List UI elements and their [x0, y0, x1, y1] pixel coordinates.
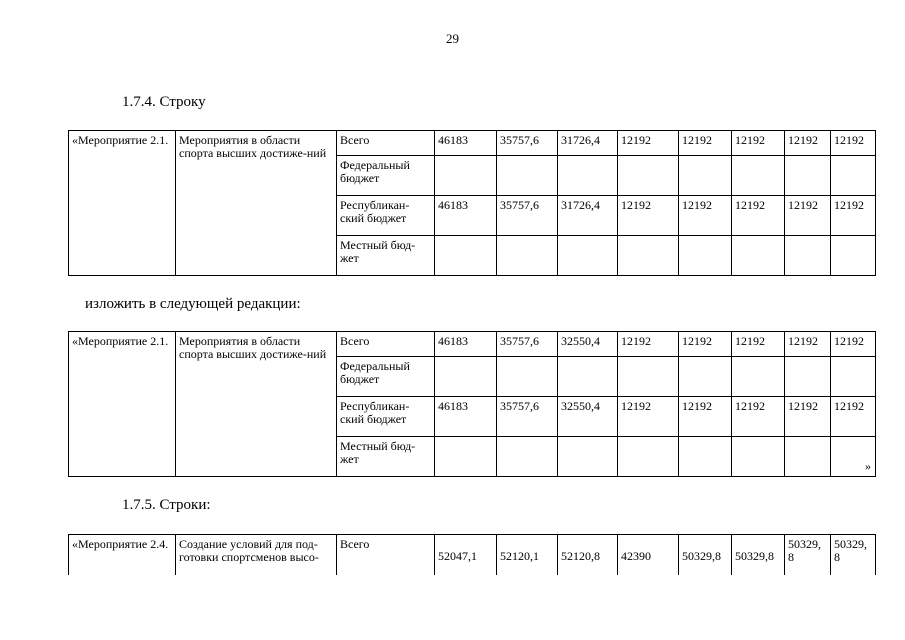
source-cell: Местный бюд-жет: [337, 437, 435, 477]
value-cell: [435, 437, 497, 477]
section-heading-1-7-4: 1.7.4. Строку: [122, 94, 206, 110]
page-number: 29: [446, 31, 459, 46]
value-cell: 12192: [679, 196, 732, 236]
value-cell: 50329,8: [679, 535, 732, 575]
value-cell: [618, 437, 679, 477]
value-cell: 12192: [831, 131, 876, 156]
new-row-table: [68, 331, 876, 477]
value-cell: 12192: [618, 131, 679, 156]
event-cell: «Мероприятие 2.1.: [69, 131, 176, 276]
value-cell: 46183: [435, 196, 497, 236]
value-cell: [732, 437, 785, 477]
value-cell: 12192: [732, 397, 785, 437]
value-cell: 50329, 8: [831, 535, 876, 575]
value-cell: [831, 236, 876, 276]
value-cell: [831, 437, 876, 477]
value-cell: 12192: [831, 196, 876, 236]
value-cell: [435, 357, 497, 397]
value-cell: [558, 437, 618, 477]
instruction-text: изложить в следующей редакции:: [85, 296, 301, 312]
value-cell: 35757,6: [497, 196, 558, 236]
value-cell: [497, 156, 558, 196]
value-cell: 12192: [679, 397, 732, 437]
source-cell: Федеральный бюджет: [337, 357, 435, 397]
value-cell: [831, 156, 876, 196]
value-cell: [618, 236, 679, 276]
event-cell: «Мероприятие 2.1.: [69, 332, 176, 477]
value-cell: 35757,6: [497, 397, 558, 437]
value-cell: 52120,8: [558, 535, 618, 575]
value-cell: [732, 156, 785, 196]
value-cell: 12192: [785, 332, 831, 357]
value-cell: 12192: [831, 332, 876, 357]
value-cell: 12192: [679, 131, 732, 156]
value-cell: 12192: [785, 196, 831, 236]
value-cell: 12192: [618, 332, 679, 357]
value-cell: 12192: [831, 397, 876, 437]
value-cell: 12192: [618, 397, 679, 437]
value-cell: [679, 156, 732, 196]
value-cell: 46183: [435, 397, 497, 437]
value-cell: 46183: [435, 332, 497, 357]
source-cell: Республикан-ский бюджет: [337, 196, 435, 236]
source-cell: Местный бюд-жет: [337, 236, 435, 276]
value-cell: 32550,4: [558, 397, 618, 437]
value-cell: [558, 156, 618, 196]
value-cell: [679, 236, 732, 276]
description-cell: Мероприятия в области спорта высших достиже-ний: [176, 332, 337, 477]
value-cell: [679, 437, 732, 477]
source-cell: Республикан-ский бюджет: [337, 397, 435, 437]
value-cell: [732, 236, 785, 276]
source-cell: Всего: [337, 535, 435, 575]
value-cell: 32550,4: [558, 332, 618, 357]
value-cell: [732, 357, 785, 397]
description-cell: Создание условий для под-готовки спортсменов высо-: [176, 535, 337, 575]
value-cell: [618, 156, 679, 196]
value-cell: 42390: [618, 535, 679, 575]
value-cell: [497, 437, 558, 477]
value-cell: [785, 357, 831, 397]
value-cell: 12192: [732, 196, 785, 236]
value-cell: [558, 357, 618, 397]
value-cell: [497, 357, 558, 397]
old-row-table: [68, 130, 876, 276]
source-cell: Федеральный бюджет: [337, 156, 435, 196]
value-cell: 12192: [785, 131, 831, 156]
value-cell: 12192: [732, 332, 785, 357]
value-cell: 12192: [785, 397, 831, 437]
value-cell: [785, 437, 831, 477]
closing-quote: »: [865, 459, 871, 473]
section-heading-1-7-5: 1.7.5. Строки:: [122, 497, 211, 513]
value-cell: [435, 236, 497, 276]
source-cell: Всего: [337, 131, 435, 156]
value-cell: 46183: [435, 131, 497, 156]
value-cell: 12192: [679, 332, 732, 357]
value-cell: 52120,1: [497, 535, 558, 575]
next-rows-table: [68, 534, 876, 575]
source-cell: Всего: [337, 332, 435, 357]
value-cell: 50329,8: [732, 535, 785, 575]
description-cell: Мероприятия в области спорта высших достиже-ний: [176, 131, 337, 276]
value-cell: [618, 357, 679, 397]
value-cell: [435, 156, 497, 196]
value-cell: 35757,6: [497, 332, 558, 357]
value-cell: 35757,6: [497, 131, 558, 156]
value-cell: 31726,4: [558, 196, 618, 236]
event-cell: «Мероприятие 2.4.: [69, 535, 176, 575]
value-cell: 52047,1: [435, 535, 497, 575]
value-cell: [679, 357, 732, 397]
value-cell: 12192: [732, 131, 785, 156]
value-cell: 31726,4: [558, 131, 618, 156]
value-cell: [785, 236, 831, 276]
value-cell: [497, 236, 558, 276]
value-cell: [831, 357, 876, 397]
value-cell: 12192: [618, 196, 679, 236]
value-cell: 50329, 8: [785, 535, 831, 575]
value-cell: [558, 236, 618, 276]
value-cell: [785, 156, 831, 196]
